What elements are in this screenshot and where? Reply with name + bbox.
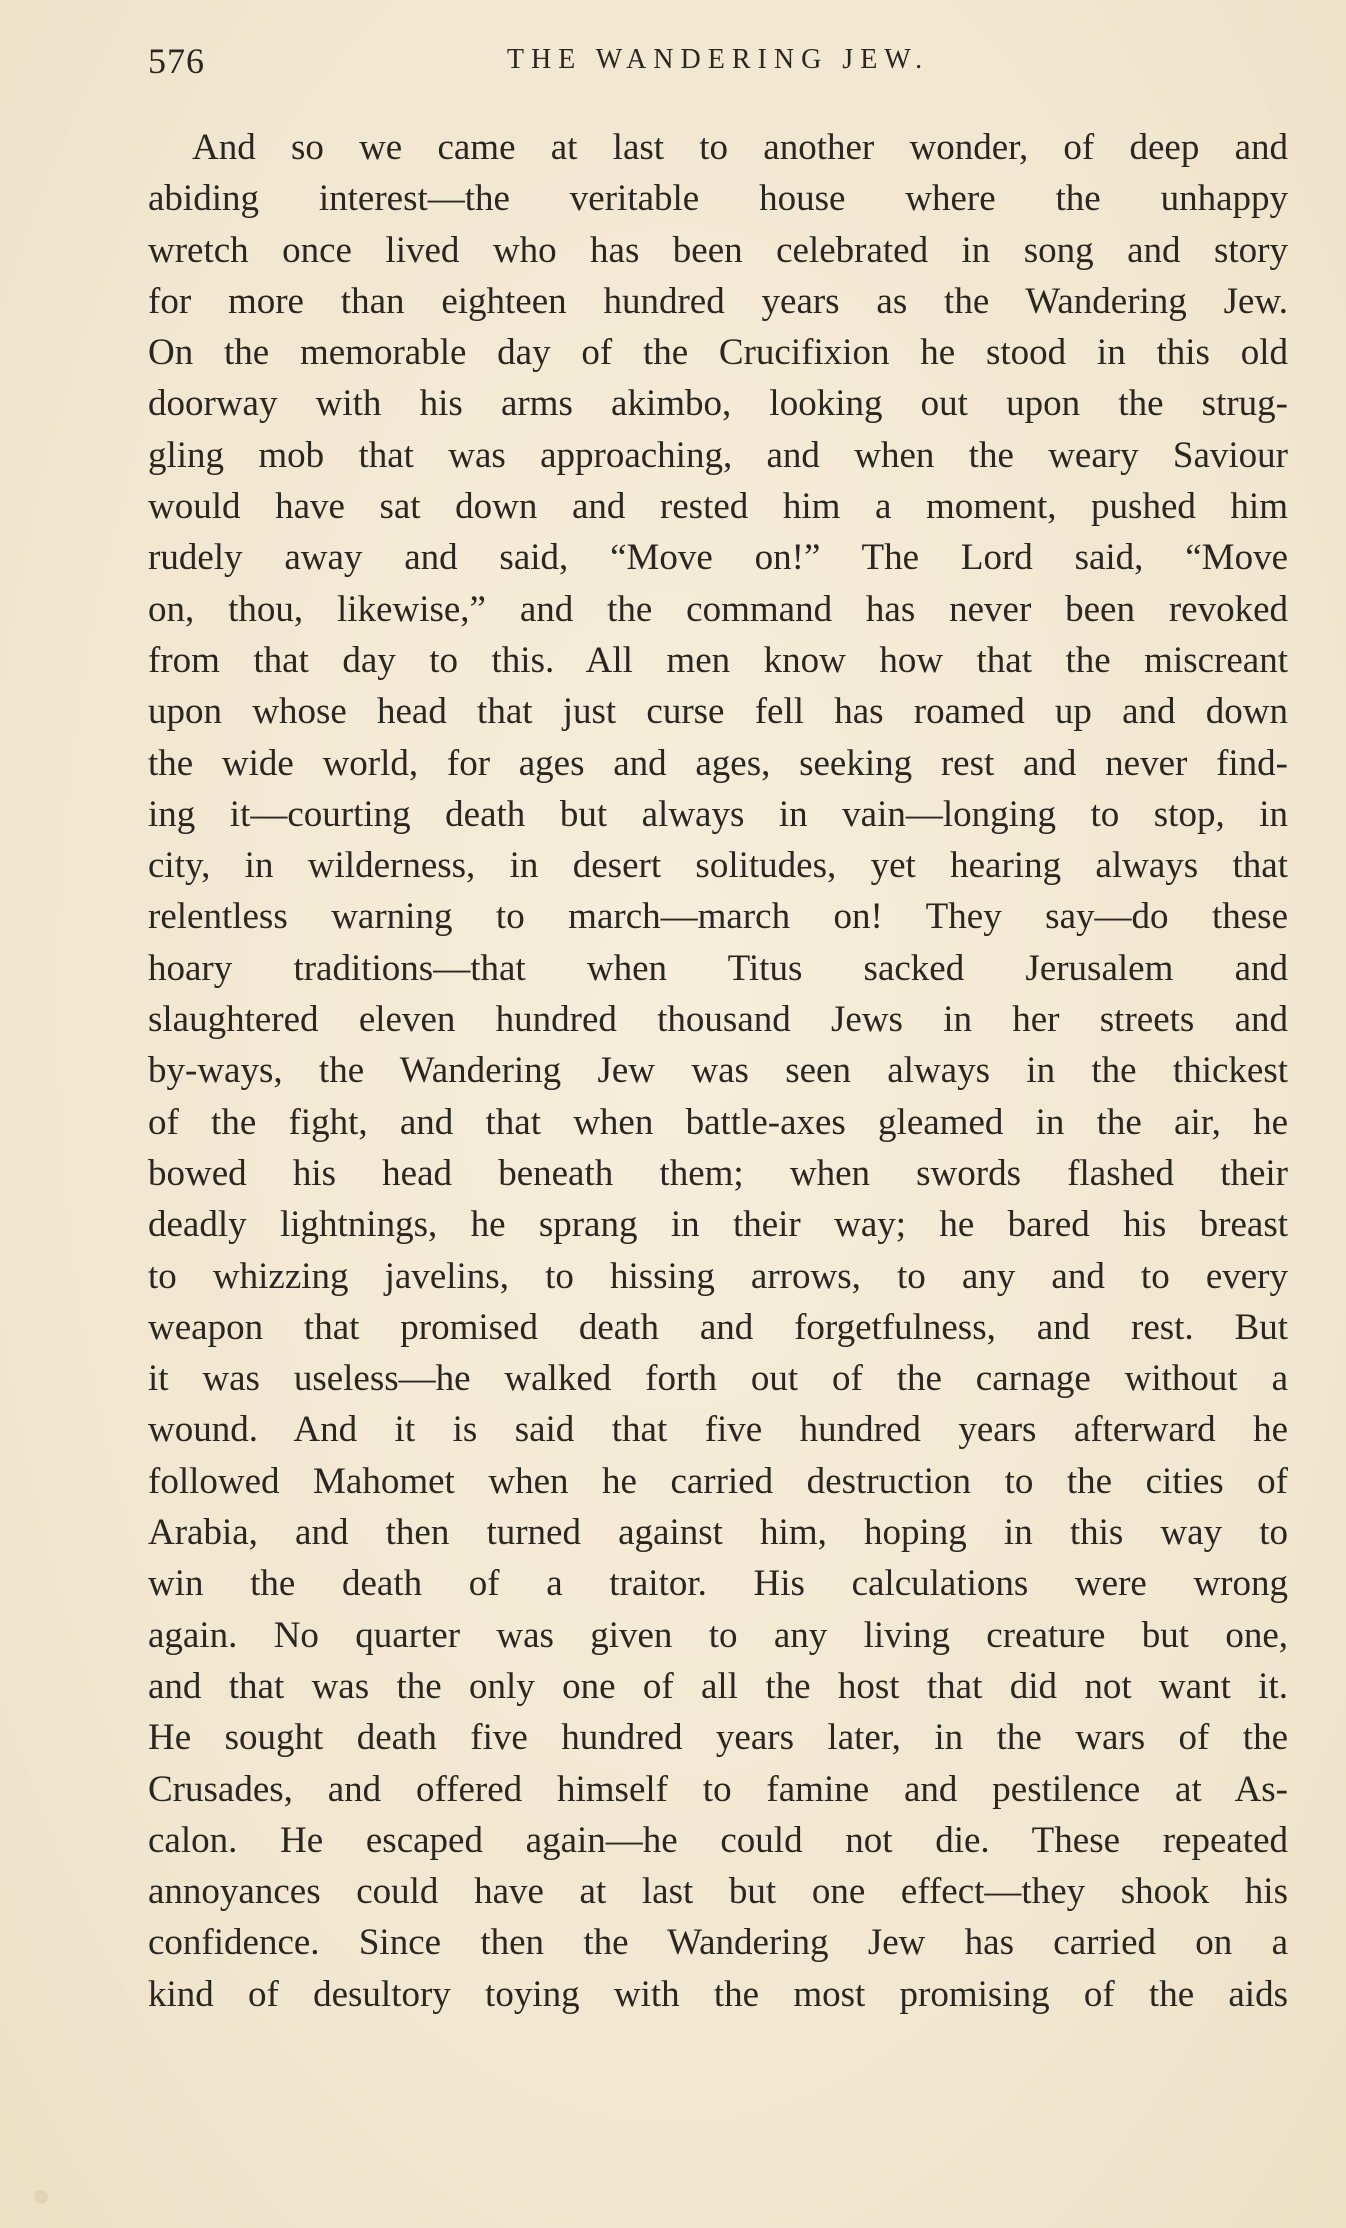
- text-line: confidence. Since then the Wandering Jew has carried on a: [148, 1922, 1288, 1964]
- running-title: THE WANDERING JEW.: [506, 44, 930, 75]
- running-head: [148, 40, 1288, 84]
- text-line: relentless warning to march—march on! They say—do these: [148, 896, 1288, 938]
- body-text: [148, 122, 1288, 2020]
- text-line: it was useless—he walked forth out of the carnage without a: [148, 1358, 1288, 1400]
- text-line: wound. And it is said that five hundred years afterward he: [148, 1409, 1288, 1451]
- text-line: upon whose head that just curse fell has roamed up and down: [148, 691, 1288, 733]
- text-line: annoyances could have at last but one effect—they shook his: [148, 1871, 1288, 1913]
- text-line: gling mob that was approaching, and when the weary Saviour: [148, 434, 1288, 476]
- text-line: would have sat down and rested him a moment, pushed him: [148, 486, 1288, 528]
- text-line: Arabia, and then turned against him, hoping in this way to: [148, 1512, 1288, 1554]
- text-line: and that was the only one of all the host that did not want it.: [148, 1665, 1288, 1707]
- text-line: calon. He escaped again—he could not die. These repeated: [148, 1819, 1288, 1861]
- text-line: rudely away and said, “Move on!” The Lord said, “Move: [148, 537, 1288, 579]
- text-line: win the death of a traitor. His calculations were wrong: [148, 1563, 1288, 1605]
- text-line: by-ways, the Wandering Jew was seen always in the thickest: [148, 1050, 1288, 1092]
- text-line: for more than eighteen hundred years as the Wandering Jew.: [148, 280, 1288, 322]
- text-line: abiding interest—the veritable house where the unhappy: [148, 178, 1288, 220]
- page-number: 576: [148, 41, 205, 81]
- text-line: doorway with his arms akimbo, looking out upon the strug-: [148, 383, 1288, 425]
- text-line: bowed his head beneath them; when swords flashed their: [148, 1152, 1288, 1194]
- text-line: on, thou, likewise,” and the command has never been revoked: [148, 588, 1288, 630]
- text-line: kind of desultory toying with the most promising of the aids: [148, 1973, 1288, 2015]
- text-line: ing it—courting death but always in vain—longing to stop, in: [148, 793, 1288, 835]
- text-line: slaughtered eleven hundred thousand Jews in her streets and: [148, 999, 1288, 1041]
- text-line: the wide world, for ages and ages, seeking rest and never find-: [148, 742, 1288, 784]
- text-line: followed Mahomet when he carried destruction to the cities of: [148, 1460, 1288, 1502]
- text-line: deadly lightnings, he sprang in their way; he bared his breast: [148, 1204, 1288, 1246]
- paper-speck: [34, 2190, 48, 2204]
- text-line: to whizzing javelins, to hissing arrows, to any and to every: [148, 1255, 1288, 1297]
- text-line: from that day to this. All men know how that the miscreant: [148, 639, 1288, 681]
- text-line: Crusades, and offered himself to famine and pestilence at As-: [148, 1768, 1288, 1810]
- text-line: again. No quarter was given to any living creature but one,: [148, 1614, 1288, 1656]
- text-line: He sought death five hundred years later, in the wars of the: [148, 1717, 1288, 1759]
- text-line: hoary traditions—that when Titus sacked Jerusalem and: [148, 947, 1288, 989]
- text-line: of the fight, and that when battle-axes gleamed in the air, he: [148, 1101, 1288, 1143]
- text-line: weapon that promised death and forgetfulness, and rest. But: [148, 1306, 1288, 1348]
- text-line: On the memorable day of the Crucifixion he stood in this old: [148, 332, 1288, 374]
- text-line: city, in wilderness, in desert solitudes, yet hearing always that: [148, 845, 1288, 887]
- text-line: And so we came at last to another wonder, of deep and: [192, 127, 1288, 168]
- text-line: wretch once lived who has been celebrated in song and story: [148, 229, 1288, 271]
